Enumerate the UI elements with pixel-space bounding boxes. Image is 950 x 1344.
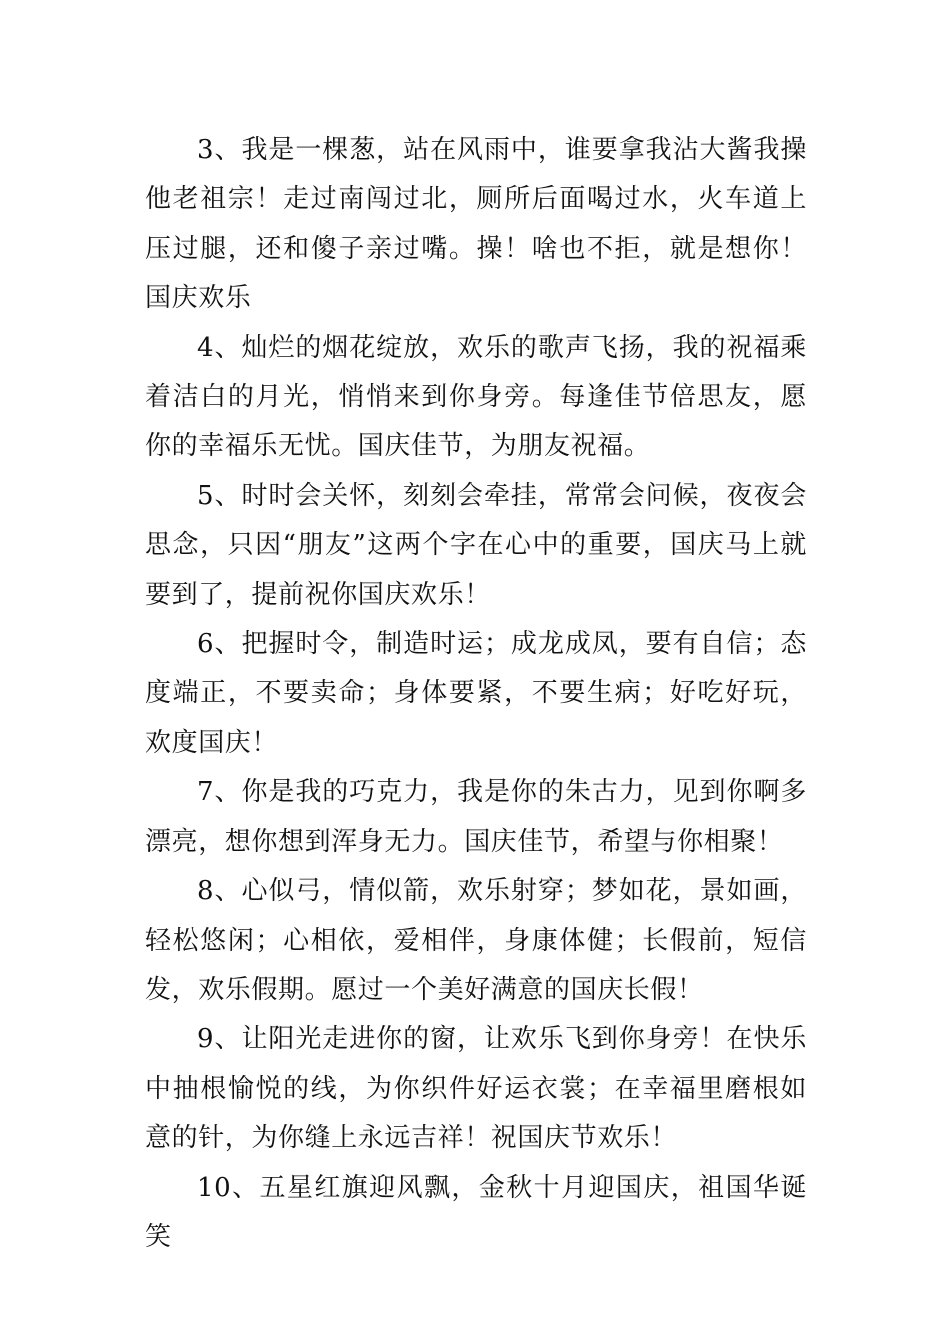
document-body (145, 126, 807, 1262)
paragraph-6: 6、把握时令，制造时运；成龙成凤，要有自信；态度端正，不要卖命；身体要紧，不要生病；好吃好玩，欢度国庆！ (145, 629, 807, 758)
paragraph-8: 8、心似弓，情似箭，欢乐射穿；梦如花，景如画，轻松悠闲；心相依，爱相伴，身康体健；长假前，短信发，欢乐假期。愿过一个美好满意的国庆长假！ (145, 876, 807, 1005)
paragraph-4: 4、灿烂的烟花绽放，欢乐的歌声飞扬，我的祝福乘着洁白的月光，悄悄来到你身旁。每逢佳节倍思友，愿你的幸福乐无忧。国庆佳节，为朋友祝福。 (145, 332, 807, 462)
paragraph-10: 10、五星红旗迎风飘，金秋十月迎国庆，祖国华诞笑 (145, 1172, 807, 1252)
paragraph-5: 5、时时会关怀，刻刻会牵挂，常常会问候，夜夜会思念，只因“朋友”这两个字在心中的重要，国庆马上就要到了，提前祝你国庆欢乐！ (145, 480, 807, 610)
paragraph-3: 3、我是一棵葱，站在风雨中，谁要拿我沾大酱我操他老祖宗！走过南闯过北，厕所后面喝过水，火车道上压过腿，还和傻子亲过嘴。操！啥也不拒，就是想你！国庆欢乐 (145, 135, 807, 314)
paragraph-9: 9、让阳光走进你的窗，让欢乐飞到你身旁！在快乐中抽根愉悦的线，为你织件好运衣裳；在幸福里磨根如意的针，为你缝上永远吉祥！祝国庆节欢乐！ (145, 1024, 807, 1154)
paragraph-7: 7、你是我的巧克力，我是你的朱古力，见到你啊多漂亮，想你想到浑身无力。国庆佳节，希望与你相聚！ (145, 777, 807, 857)
